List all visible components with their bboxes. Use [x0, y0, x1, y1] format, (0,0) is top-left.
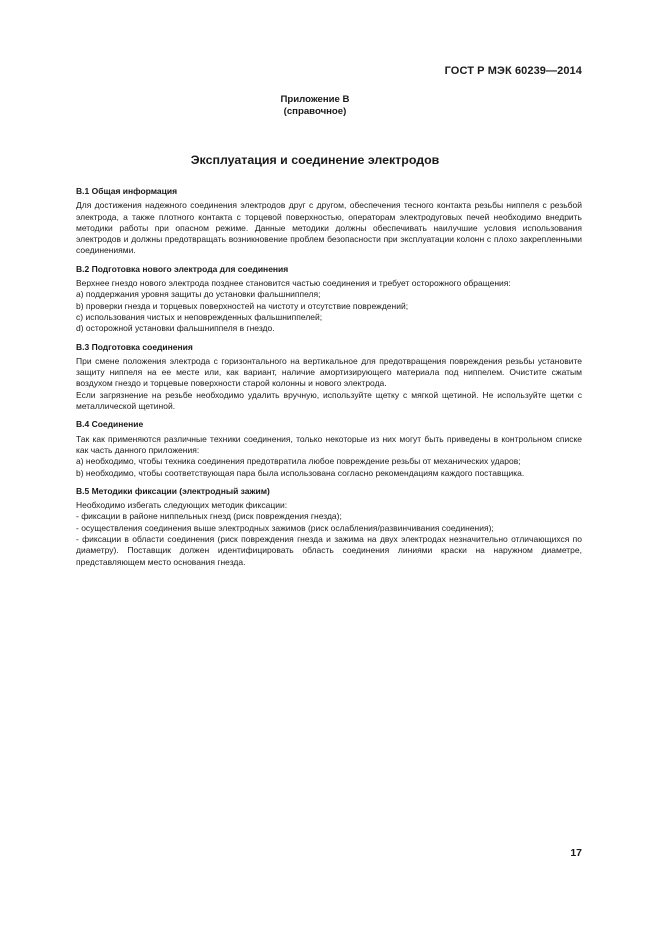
- section-b4-intro: Так как применяются различные техники соединения, только некоторые из них могут быть приведены в контрольном списке как часть данного приложения:: [76, 433, 582, 455]
- section-b2: [76, 264, 582, 335]
- list-item: - фиксации в области соединения (риск повреждения гнезда и зажима на двух электродах незначительно отличающихся по диаметру). Поставщик должен идентифицировать область соединения линиями краски на наружном диаметре, представляющем место основания гнезда.: [76, 534, 582, 567]
- list-item: b) проверки гнезда и торцевых поверхностей на чистоту и отсутствие повреждений;: [76, 300, 409, 311]
- list-item: a) поддержания уровня защиты до установки фальшниппеля;: [76, 289, 321, 300]
- section-b1-paragraph: [76, 200, 582, 256]
- section-b3-paragraph-1: При смене положения электрода с горизонтального на вертикальное для предотвращения повреждения резьбы установите защиту ниппеля на ее месте или, как вариант, наличие амортизирующего материала под ниппелем. Очистите сжатым воздухом гнездо и торцевые поверхности старой колонны и нового электрода.: [76, 355, 582, 389]
- standard-code: ГОСТ Р МЭК 60239—2014: [444, 65, 582, 77]
- section-b5-list: [76, 511, 582, 567]
- section-b5: [76, 486, 582, 568]
- appendix-label: Приложение В: [280, 94, 350, 105]
- appendix-heading: [0, 94, 630, 118]
- document-body: [76, 186, 582, 568]
- section-b4-heading: В.4 Соединение: [76, 419, 144, 430]
- section-b1: [76, 186, 582, 257]
- appendix-note: (справочное): [283, 106, 347, 117]
- list-item: b) необходимо, чтобы соответствующая пара была использована согласно рекомендациям каждого поставщика.: [76, 467, 525, 478]
- document-title: Эксплуатация и соединение электродов: [190, 153, 440, 167]
- section-b2-intro: Верхнее гнездо нового электрода позднее становится частью соединения и требует осторожного обращения:: [76, 278, 511, 289]
- section-b3: [76, 342, 582, 413]
- section-b5-heading: В.5 Методики фиксации (электродный зажим): [76, 485, 270, 496]
- list-item: - осуществления соединения выше электродных зажимов (риск ослабления/развинчивания соединения);: [76, 522, 494, 533]
- section-b2-list: [76, 289, 582, 334]
- section-b1-heading: В.1 Общая информация: [76, 186, 178, 196]
- section-b4-list: [76, 456, 582, 479]
- section-b1-text: Для достижения надежного соединения электродов друг с другом, обеспечения тесного контакта резьбы ниппеля с резьбой электрода, а также плотного контакта с торцевой поверхностью, операторам электродуговых печей необходимо внедрить методики работы при опасном режиме. Данные методики должны обеспечивать наилучшие условия использования электродов и должны предотвращать возникновение проблем безопасности при эксплуатации колонн с плохо закрепленными соединениями.: [76, 200, 582, 256]
- list-item: a) необходимо, чтобы техника соединения предотвратила любое повреждение резьбы от механических ударов;: [76, 456, 521, 467]
- section-b5-intro: Необходимо избегать следующих методик фиксации:: [76, 500, 288, 511]
- section-b4: [76, 419, 582, 478]
- page-number: 17: [570, 847, 582, 859]
- list-item: c) использования чистых и неповрежденных фальшниппелей;: [76, 311, 323, 322]
- list-item: - фиксации в районе ниппельных гнезд (риск повреждения гнезда);: [76, 511, 342, 522]
- section-b2-heading: В.2 Подготовка нового электрода для соединения: [76, 263, 289, 274]
- list-item: d) осторожной установки фальшниппеля в гнездо.: [76, 323, 275, 334]
- section-b3-heading: В.3 Подготовка соединения: [76, 341, 193, 352]
- section-b3-paragraph-2: Если загрязнение на резьбе необходимо удалить вручную, используйте щетку с мягкой щетиной. Не используйте щетки с металлической щетиной.: [76, 389, 582, 412]
